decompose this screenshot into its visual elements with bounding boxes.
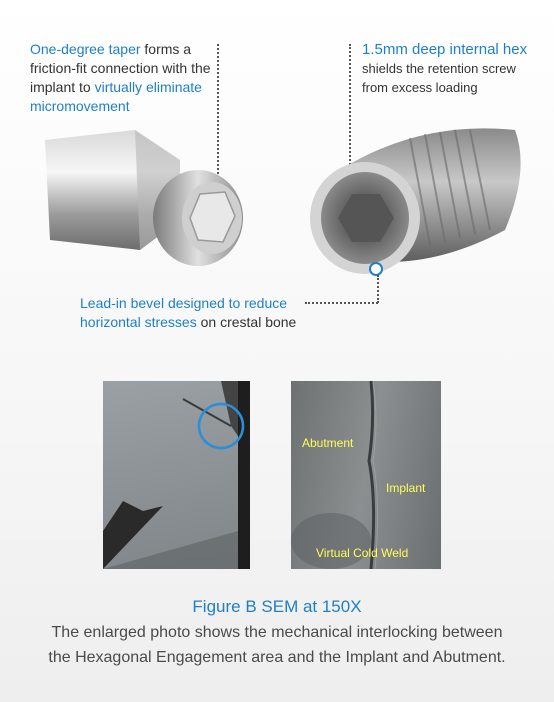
sem-right-drawing: [291, 381, 441, 569]
taper-highlight-2: virtually eliminate micromovement: [30, 79, 202, 114]
abutment-image: [30, 120, 255, 280]
figure-description: [0, 620, 554, 670]
taper-text: forms a friction-fit connection with the implant to: [30, 41, 211, 95]
bevel-leader-dot: [369, 262, 383, 276]
figure-description-line-2: the Hexagonal Engagement area and the Implant and Abutment.: [48, 649, 506, 666]
implant-image: [300, 110, 530, 290]
sem-left-drawing: [103, 381, 250, 569]
bevel-highlight: Lead-in bevel designed to reduce horizontal stresses: [80, 295, 288, 330]
sem-image-right: [291, 381, 441, 569]
taper-callout: [30, 40, 215, 116]
sem-label-abutment: Abutment: [302, 436, 354, 450]
figure-caption: Figure B SEM at 150X: [192, 597, 362, 616]
hex-text: shields the retention screw from excess loading: [362, 61, 516, 95]
bevel-leader-line-vertical: [377, 275, 379, 303]
sem-image-left: [103, 381, 250, 569]
bevel-callout: [80, 294, 305, 332]
sem-label-cold-weld: Virtual Cold Weld: [316, 546, 409, 560]
hex-highlight: 1.5mm deep internal hex: [362, 41, 528, 58]
figure-description-line-1: The enlarged photo shows the mechanical interlocking between: [51, 624, 503, 641]
hex-callout: [362, 40, 542, 97]
sem-label-implant: Implant: [386, 481, 426, 495]
bevel-text: on crestal bone: [196, 314, 297, 330]
taper-highlight: One-degree taper: [30, 41, 141, 57]
bevel-leader-line-horizontal: [305, 302, 378, 304]
